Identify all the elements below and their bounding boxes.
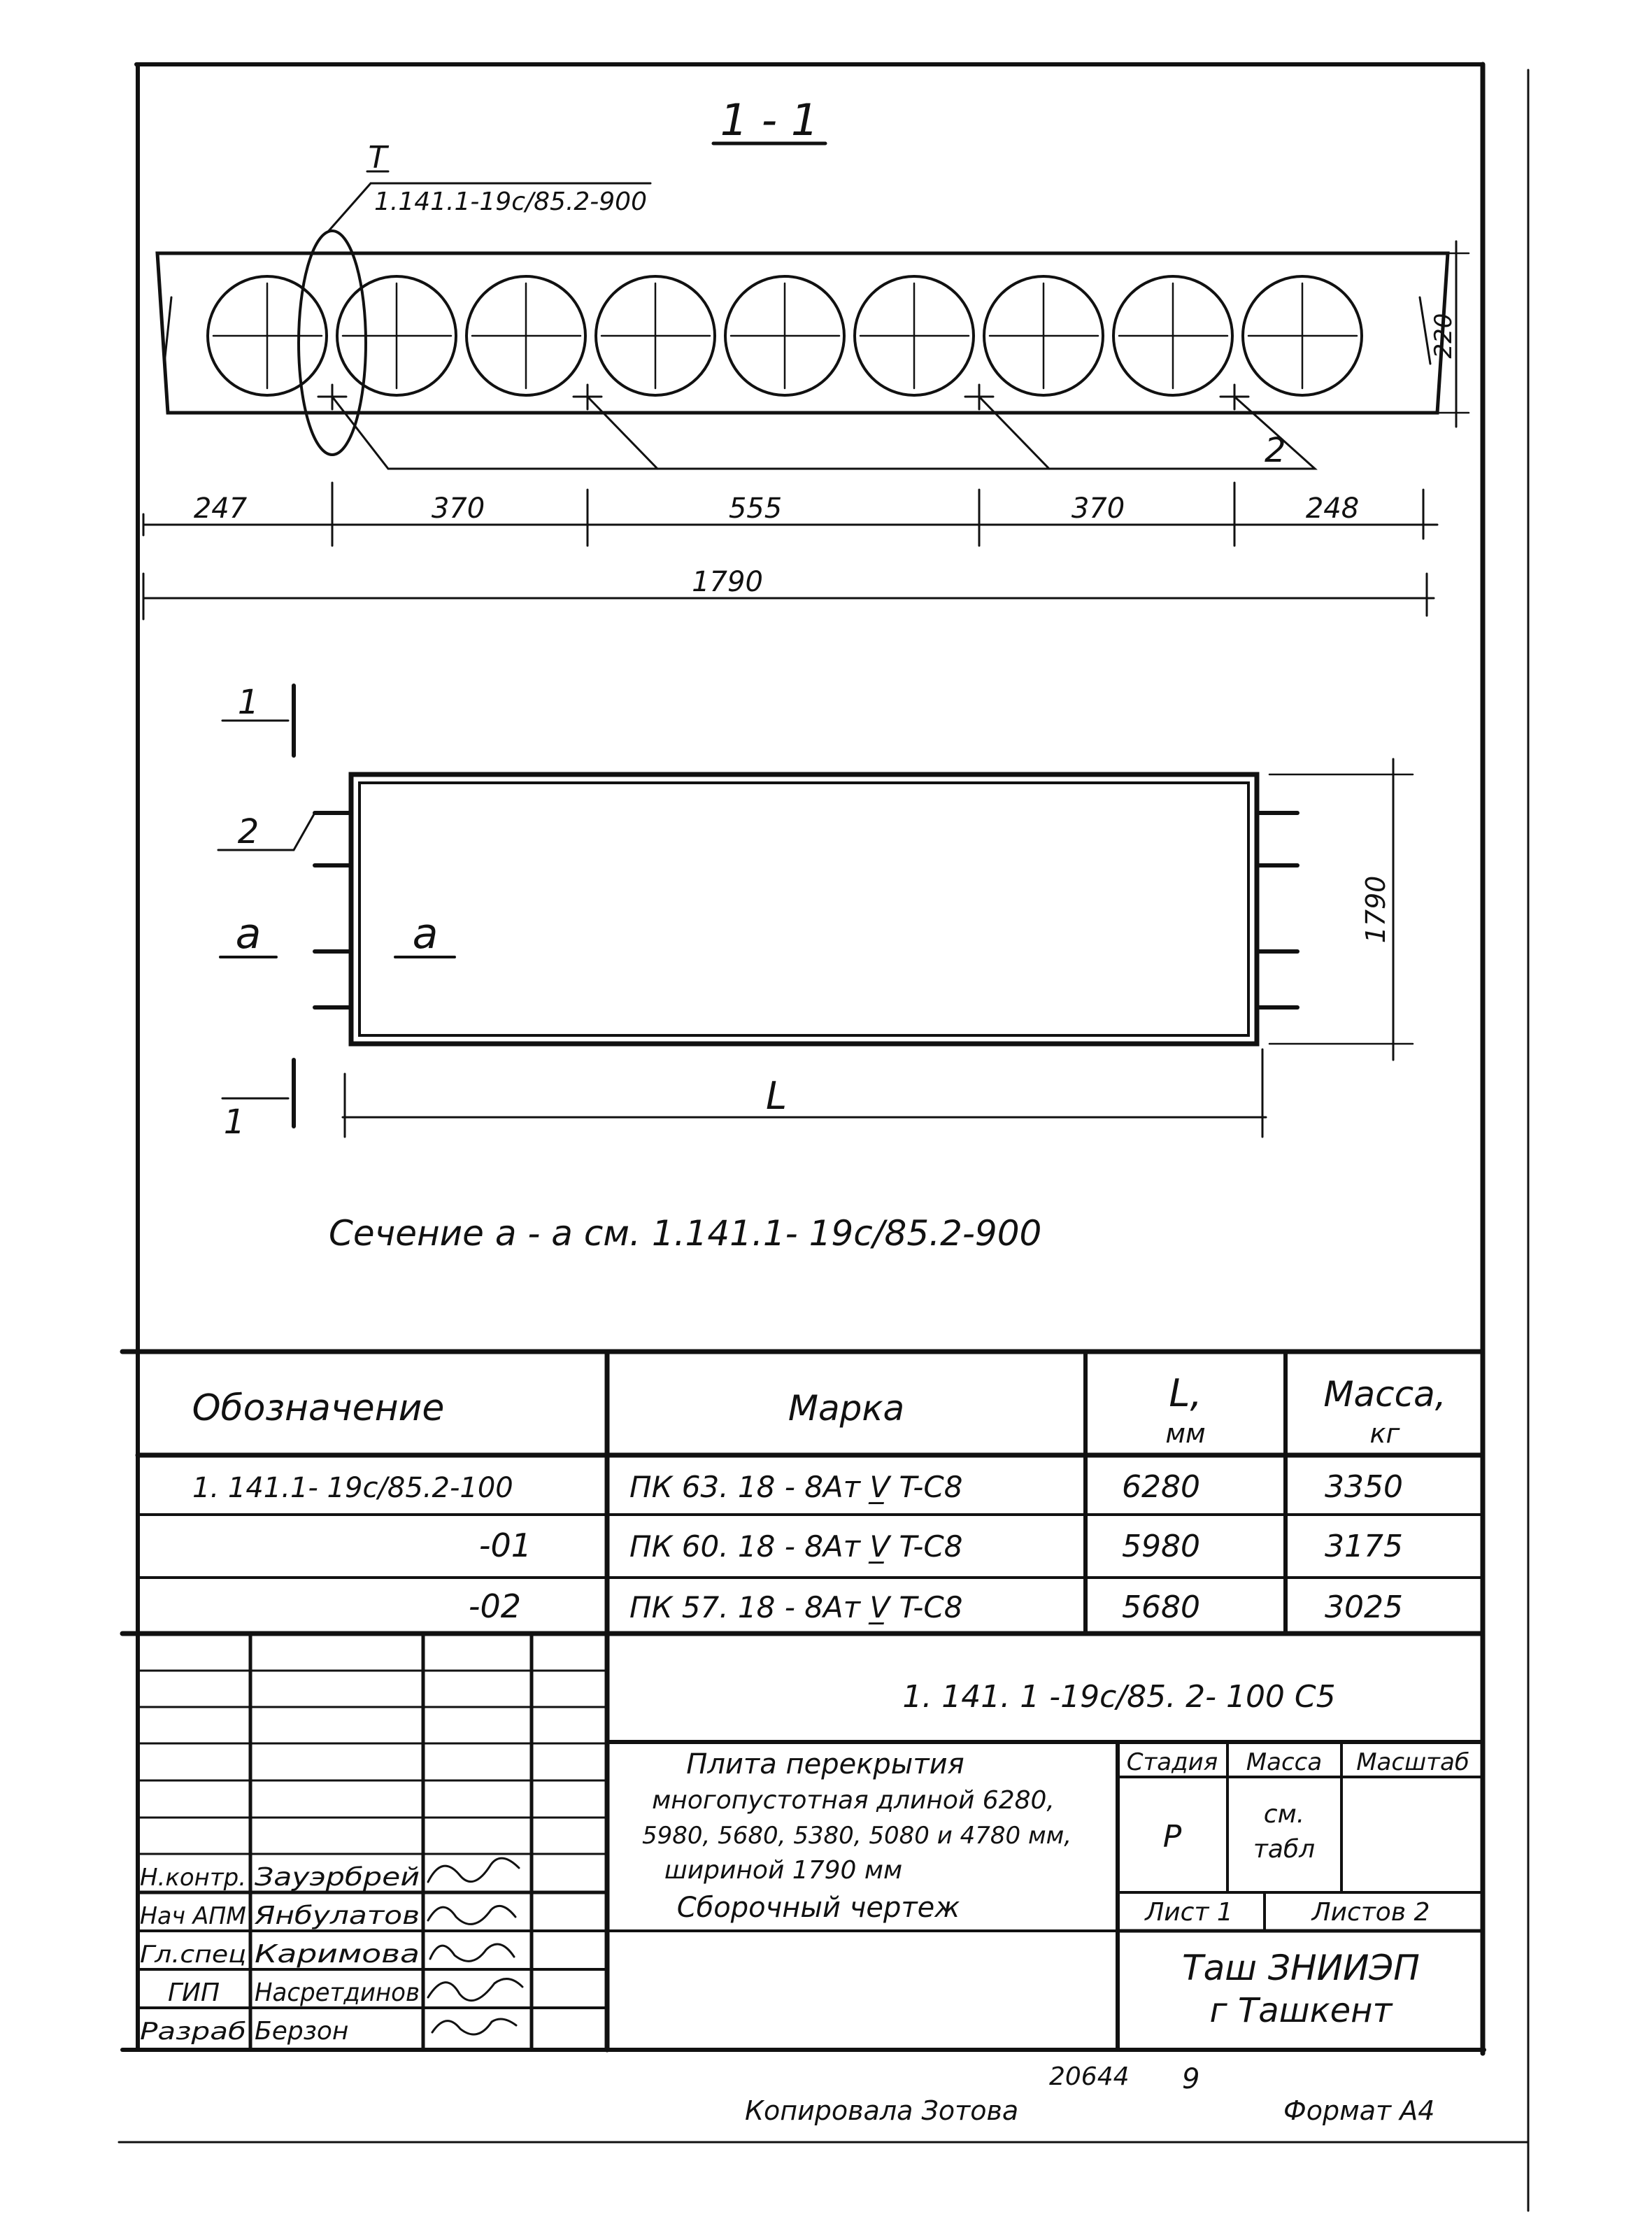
segment-dim-1: 247 — [193, 493, 248, 525]
section-mark-left: a — [235, 909, 262, 958]
detail-callout-ellipse — [299, 231, 366, 455]
slab-plan-outline — [351, 774, 1257, 1044]
row-designation: 1. 141.1- 19c/85.2-100 — [192, 1472, 513, 1504]
row-designation: -02 — [468, 1587, 521, 1625]
header-designation: Обозначение — [192, 1387, 445, 1429]
callout-letter: T — [368, 140, 387, 176]
embedded-plates — [315, 813, 1297, 1007]
document-code: 1. 141. 1 -19c/85. 2- 100 C5 — [902, 1679, 1336, 1715]
description-line-5: Сборочный чертеж — [676, 1892, 960, 1924]
staff-role: Нач АПМ — [140, 1902, 246, 1930]
row-length: 5680 — [1122, 1589, 1200, 1625]
staff-role: ГИП — [168, 1978, 220, 2007]
row-mass: 3350 — [1325, 1469, 1403, 1505]
mass-value-line-2: табл — [1253, 1835, 1316, 1864]
staff-name: Каримова — [255, 1940, 420, 1969]
row-mark: ПК 60. 18 - 8Aт V̲ T-C8 — [629, 1529, 963, 1564]
row-mass: 3175 — [1325, 1529, 1403, 1564]
stage-header: Стадия — [1126, 1748, 1218, 1776]
row-designation: -01 — [478, 1527, 532, 1564]
section-height-dimension: 220 — [1430, 313, 1458, 359]
row-mass: 3025 — [1325, 1589, 1403, 1625]
staff-name: Берзон — [255, 2017, 349, 2046]
slab-plan — [218, 686, 1413, 1137]
section-item-label: 2 — [1265, 431, 1286, 470]
organization-city: г Ташкент — [1209, 1991, 1393, 2030]
sheet-format: Формат А4 — [1283, 2095, 1435, 2126]
plan-item-label: 2 — [237, 812, 259, 851]
callout-reference: 1.141.1-19c/85.2-900 — [374, 187, 647, 216]
row-mark: ПК 63. 18 - 8Aт V̲ T-C8 — [629, 1470, 963, 1504]
scale-header: Масштаб — [1356, 1748, 1469, 1776]
staff-name: Янбулатов — [253, 1901, 420, 1930]
header-mass: Масса, — [1323, 1374, 1446, 1415]
cut-label-bottom: 1 — [223, 1103, 245, 1142]
header-mark: Марка — [788, 1388, 905, 1429]
section-total-width: 1790 — [692, 566, 763, 598]
table-row — [192, 1469, 1403, 1505]
mass-header: Масса — [1246, 1748, 1323, 1776]
segment-dim-4: 370 — [1071, 493, 1125, 525]
cut-label-top: 1 — [237, 683, 259, 722]
description-line-2: многопустотная длиной 6280, — [652, 1786, 1055, 1815]
section-title: 1 - 1 — [720, 94, 819, 146]
section-mark-right: a — [412, 909, 439, 958]
segment-dim-5: 248 — [1305, 493, 1360, 525]
description-line-1: Плита перекрытия — [686, 1748, 964, 1780]
segment-dim-3: 555 — [728, 493, 783, 525]
row-length: 5980 — [1122, 1529, 1200, 1564]
plan-width-dimension: 1790 — [1360, 875, 1391, 944]
table-row — [479, 1527, 1403, 1564]
row-length: 6280 — [1122, 1469, 1200, 1505]
description-line-4: шириной 1790 мм — [664, 1856, 903, 1885]
header-mass-unit: кг — [1369, 1418, 1400, 1449]
segment-dim-2: 370 — [431, 493, 485, 525]
header-length-unit: мм — [1165, 1418, 1206, 1449]
staff-name: Насретдинов — [255, 1978, 420, 2007]
staff-role: Гл.спец — [140, 1941, 246, 1969]
stage-value: P — [1162, 1819, 1182, 1855]
organization-name: Таш ЗНИИЭП — [1182, 1948, 1420, 1988]
section-1-1 — [143, 143, 1469, 619]
plan-length-dimension: L — [765, 1074, 788, 1118]
header-length: L, — [1169, 1371, 1202, 1415]
staff-role: Н.контр. — [140, 1864, 246, 1892]
staff-role: Разраб — [140, 2018, 246, 2046]
sheet-number: Лист 1 — [1145, 1898, 1233, 1927]
inventory-number: 20644 — [1049, 2062, 1130, 2091]
mass-value-line-1: см. — [1263, 1800, 1305, 1829]
staff-name: Зауэрбрей — [255, 1863, 420, 1892]
lifting-loops — [318, 385, 1248, 409]
sheet-count: Листов 2 — [1311, 1898, 1430, 1927]
section-note: Сечение a - a см. 1.141.1- 19c/85.2-900 — [329, 1213, 1042, 1254]
row-mark: ПК 57. 18 - 8Aт V̲ T-C8 — [629, 1590, 963, 1624]
page-number: 9 — [1182, 2063, 1200, 2095]
description-line-3: 5980, 5680, 5380, 5080 и 4780 мм, — [641, 1822, 1072, 1850]
copied-by: Копировала Зотова — [745, 2095, 1019, 2126]
staff-list — [140, 1863, 420, 2046]
slab-section-outline — [157, 253, 1448, 413]
